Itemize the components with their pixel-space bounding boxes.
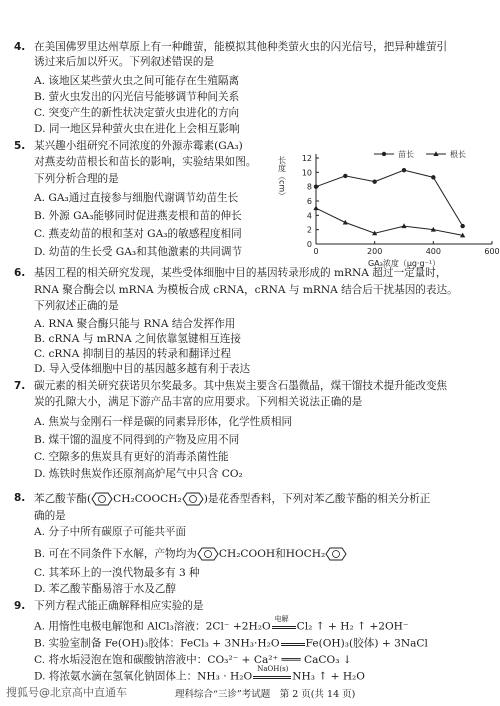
data-point-shoot: [343, 174, 347, 178]
q7-option-a: A. 焦炭与金刚石一样是碳的同素异形体，化学性质相同: [34, 416, 293, 428]
electrolysis-arrow: [271, 615, 297, 633]
q8-option-b: [34, 547, 347, 561]
question-6: [14, 267, 25, 280]
q4-stem-line2: 诱过来后加以歼灭。下列叙述错误的是: [34, 56, 215, 68]
benzene-ring-icon: [91, 492, 113, 506]
benzene-ring-icon: [197, 547, 219, 561]
y-tick-label: 10: [301, 168, 312, 178]
q6-option-b: B. cRNA 与 mRNA 之间依靠氢键相互连接: [34, 333, 241, 345]
q8-structure-label: CH₂COOCH₂: [113, 493, 182, 505]
q6-stem-line1: 基因工程的相关研究发现，某些受体细胞中目的基因转录形成的 mRNA 超过一定量时，: [34, 267, 447, 279]
q9-b-reactants: B. 实验室制备 Fe(OH)₃胶体：FeCl₃ + 3NH₃·H₂O: [34, 637, 280, 650]
y-tick-label: 4: [306, 211, 312, 221]
q7-stem-line1: 碳元素的相关研究获诺贝尔奖最多。其中焦炭主要含石墨微晶，煤干馏技术提升能改变焦: [34, 380, 448, 392]
q5-option-a: A. GA₃通过直接参与细胞代谢调节幼苗生长: [34, 192, 239, 204]
question-number: 9.: [14, 600, 26, 612]
q9-a-reactants: A. 用惰性电极电解饱和 AlCl₃溶液：2Cl⁻ +2H₂O: [34, 620, 271, 633]
q6-stem-line3: 下列叙述正确的是: [34, 300, 119, 312]
data-point-shoot: [372, 179, 376, 183]
q4-option-c: C. 突变产生的新性状决定萤火虫进化的方向: [34, 107, 240, 119]
q9-stem: 下列方程式能正确解释相应实验的是: [34, 600, 204, 612]
x-tick-label: 0: [313, 247, 319, 256]
question-number: 5.: [14, 140, 26, 152]
q5-stem-line3: 下列分析合理的是: [34, 173, 119, 185]
x-tick-label: 400: [425, 247, 441, 256]
question-9: [14, 600, 25, 613]
q5-stem-line2: 对燕麦幼苗根长和苗长的影响，实验结果如图。: [34, 156, 257, 168]
q7-option-b: B. 煤干馏的温度不同得到的产物及应用不同: [34, 434, 240, 446]
q7-option-c: C. 空隙多的焦炭具有更好的消毒杀菌性能: [34, 451, 229, 463]
data-point-shoot: [460, 224, 464, 228]
q5-option-d: D. 幼苗的生长受 GA₃和其他激素的共同调节: [34, 246, 243, 258]
q9-a-products: Cl₂ ↑ + H₂ ↑ +2OH⁻: [296, 620, 409, 633]
q5-stem-line1: 某兴趣小组研究不同浓度的外源赤霉素(GA₃): [34, 140, 243, 152]
q8-stem-pre: 苯乙酸苄酯(: [34, 493, 92, 505]
q4-stem-line1: 在美国佛罗里达州草原上有一种雌萤，能模拟其他种类萤火虫的闪光信号，把异种雄萤引: [34, 41, 448, 53]
question-number: 7.: [14, 380, 26, 392]
q9-b-products: Fe(OH)₃(胶体) + 3NaCl: [305, 637, 428, 650]
q8-stem-line2: 确的是: [34, 510, 66, 522]
page-footer: 理科综合“三诊”考试题 第 2 页(共 14 页): [175, 689, 356, 700]
data-point-root: [313, 205, 318, 210]
question-4: [14, 41, 25, 54]
x-axis-label: GA₃浓度（μg·g⁻¹）: [367, 259, 441, 268]
data-point-shoot: [402, 168, 406, 172]
data-point-shoot: [431, 175, 435, 179]
equals-sign: [253, 676, 291, 679]
legend-label: 苗长: [398, 150, 414, 159]
series-line-root-length: [316, 208, 463, 235]
q8-option-d: D. 苯乙酸苄酯易溶于水及乙醇: [34, 583, 176, 595]
q6-option-d: D. 导入受体细胞中目的基因越多越有利于表达: [34, 363, 251, 375]
reaction-equals: [280, 637, 306, 650]
y-tick-label: 8: [306, 182, 312, 192]
legend-marker: [382, 152, 386, 156]
q5-option-b: B. 外源 GA₃能够同时促进燕麦根和苗的伸长: [34, 210, 242, 222]
q4-option-b: B. 萤火虫发出的闪光信号能够调节种间关系: [34, 91, 240, 103]
ga3-length-chart: [276, 146, 500, 268]
y-tick-label: 12: [301, 154, 312, 163]
q9-option-c: C. 将水垢浸泡在饱和碳酸钠溶液中：CO₃²⁻ + Ca²⁺ ═══ CaCO₃ ↓: [34, 654, 352, 666]
series-line-shoot-length: [316, 170, 463, 226]
question-number: 6.: [14, 267, 26, 279]
q5-option-c: C. 燕麦幼苗的根和茎对 GA₃的敏感程度相同: [34, 228, 242, 240]
y-tick-label: 0: [306, 240, 312, 249]
reaction-condition: NaOH(s): [257, 665, 289, 673]
equals-sign: [272, 626, 296, 629]
question-number: 4.: [14, 41, 26, 53]
reaction-arrow: [252, 665, 292, 683]
q8-stem-line1: [34, 492, 430, 506]
data-point-root: [401, 223, 406, 228]
q7-stem-line2: 炭的孔隙大小，满足下游产品丰富的应用要求。下列相关说法正确的是: [34, 396, 363, 408]
question-8: [14, 492, 25, 505]
q6-option-c: C. cRNA 抑制目的基因的转录和翻译过程: [34, 348, 231, 360]
y-axis-label: 长度（cm）: [277, 156, 287, 201]
q9-option-d: [34, 665, 365, 684]
q6-stem-line2: RNA 聚合酶会以 mRNA 为模板合成 cRNA，cRNA 与 mRNA 结合后干扰基因的表达。: [34, 284, 458, 296]
q4-option-a: A. 该地区某些萤火虫之间可能存在生殖隔离: [34, 75, 240, 87]
reaction-condition: 电解: [274, 615, 289, 623]
q8-option-a: A. 分子中所有碳原子可能共平面: [34, 526, 187, 538]
question-number: 8.: [14, 492, 26, 504]
question-7: [14, 380, 25, 393]
y-tick-label: 2: [306, 225, 312, 235]
legend-label: 根长: [450, 150, 466, 159]
q8-option-b-pre: B. 可在不同条件下水解，产物均为: [34, 548, 197, 560]
q6-option-a: A. RNA 聚合酶只能与 RNA 结合发挥作用: [34, 318, 236, 330]
q9-d-reactants: D. 将浓氨水滴在氢氧化钠固体上：NH₃ · H₂O: [34, 670, 253, 683]
q9-option-a: [34, 615, 409, 634]
q8-option-b-products: CH₂COOH和HOCH₂: [218, 548, 326, 560]
equals-sign: [281, 643, 305, 646]
benzene-ring-icon: [182, 492, 204, 506]
watermark: 搜狐号@北京高中直通车: [6, 686, 127, 699]
q8-option-c: C. 其苯环上的一溴代物最多有 3 种: [34, 567, 200, 579]
q8-stem-post: )是花香型香料，下列对苯乙酸苄酯的相关分析正: [203, 493, 431, 505]
question-5: [14, 140, 25, 153]
y-tick-label: 6: [306, 197, 312, 206]
benzene-ring-icon: [325, 547, 347, 561]
q4-option-d: D. 同一地区异种萤火虫在进化上会相互影响: [34, 123, 240, 135]
x-tick-label: 200: [367, 247, 383, 256]
q7-option-d: D. 炼铁时焦炭作还原剂高炉尾气中只含 CO₂: [34, 468, 243, 480]
q9-option-b: [34, 637, 428, 651]
q9-d-products: NH₃ ↑ + H₂O: [292, 670, 365, 683]
x-tick-label: 600: [484, 247, 500, 256]
data-point-shoot: [314, 184, 318, 188]
